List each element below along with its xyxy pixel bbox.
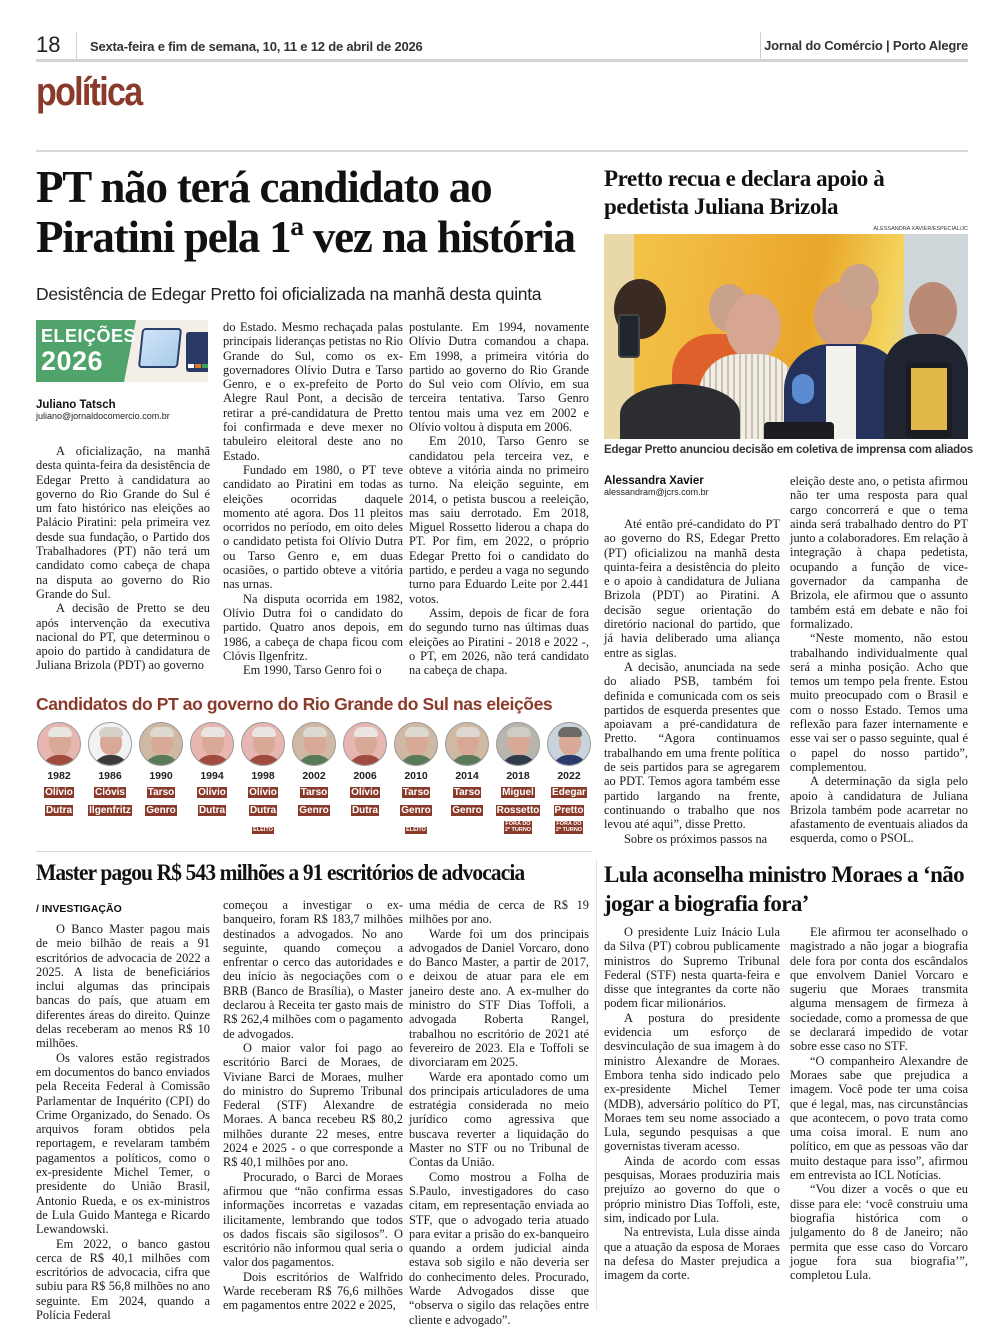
side-col-2 xyxy=(790,474,968,846)
paragraph: “Vou dizer a vocês o que eu disse para ele: ‘você construiu uma biografia histórica com o julgamento do 8 de Janeiro; não permita que esse caso do Vorcaro jogue fora sua biografia’”, completou Lula. xyxy=(790,1182,968,1283)
candidate-first-name: Edegar xyxy=(552,787,586,798)
side-col-1 xyxy=(604,517,780,846)
candidate-first-name: Olívio xyxy=(45,787,73,798)
masthead xyxy=(36,30,968,62)
candidate-entry xyxy=(340,722,390,818)
paragraph: O maior valor foi pago ao escritório Barci de Moraes, de Viviane Barci de Moraes, mulher do ministro do Supremo Tribunal Federal (STF) Alexandre de Moraes. A banca recebeu R$ 80,2 milhões durante 22 meses, entre 2024 e 2025 - o que corresponde a R$ 40,1 milhões por ano. xyxy=(223,1040,403,1170)
candidate-year: 2014 xyxy=(455,770,479,782)
lula-col-1 xyxy=(604,925,780,1282)
candidate-entry xyxy=(34,722,84,818)
column-divider xyxy=(596,860,597,1310)
paragraph: A decisão de Pretto se deu após intervenção da executiva nacional do PT, que determinou o apoio do partido à candidatura de Juliana Brizola (PDT) ao governo xyxy=(36,601,210,673)
ballot-machine-keypad-icon xyxy=(186,332,208,372)
badge-label: ELEIÇÕES xyxy=(41,326,137,346)
candidate-portrait xyxy=(241,722,285,766)
candidate-year: 2006 xyxy=(353,770,377,782)
masthead-divider xyxy=(760,32,761,60)
candidate-first-name: Tarso xyxy=(147,787,175,798)
master-col-3 xyxy=(409,898,589,1327)
section-divider xyxy=(36,150,968,152)
candidate-last-name: Rossetto xyxy=(496,805,540,816)
master-col-1 xyxy=(36,922,210,1322)
byline-name: Juliano Tatsch xyxy=(36,399,116,411)
publication-name: Jornal do Comércio | Porto Alegre xyxy=(764,38,968,53)
candidate-year: 2002 xyxy=(302,770,326,782)
paragraph: Assim, depois de ficar de fora do segundo turno nas últimas duas eleições ao Piratini - 2018 e 2022 -, o PT, em 2026, não terá candidato na cabeça de chapa. xyxy=(409,605,589,678)
paragraph: Ele afirmou ter aconselhado o magistrado a não jogar a biografia dele fora por conta dos escândalos que envolvem Daniel Vorcaro e sugeriu que Moraes transmita alguma mensagem de firmeza à sociedade, como a promessa de que se declarará impedido de votar sobre esse caso no STF. xyxy=(790,925,968,1054)
paragraph: do Estado. Mesmo rechaçada palas principais lideranças petistas no Rio Grande do Sul, como os ex-governadores Olívio Dutra e Tarso Genro, e o ex-prefeito de Porto Alegre Raul Pont, a decisão de retirar a pré-candidatura de Pretto foi confirmada e deve mexer no tabuleiro eleitoral deste ano no Estado. xyxy=(223,320,403,463)
paragraph: Em 2010, Tarso Genro se candidatou pela terceira vez, e obteve a vitória ainda no primeiro turno. Na eleição seguinte, em 2014, o petista buscou a reeleição, mas saiu derrotado. Em 2018, Miguel Rossetto liderou a chapa do PT. Por fim, em 2022, o próprio Edegar Pretto foi o candidato do partido, e perdeu a vaga no segundo turno para Eduardo Leite por 2.441 votos. xyxy=(409,434,589,606)
candidate-last-name: Genro xyxy=(401,805,431,816)
candidate-last-name: Ilgenfritz xyxy=(89,805,131,816)
paragraph: A determinação da sigla pelo apoio à candidatura de Juliana Brizola também pode acarretar no afastamento de eventuais aliados da esquerda, como o PSOL. xyxy=(790,774,968,846)
section-title: política xyxy=(36,70,142,114)
candidate-year: 1986 xyxy=(98,770,122,782)
candidate-year: 1990 xyxy=(149,770,173,782)
lula-headline: Lula aconselha ministro Moraes a ‘não jogar a biografia fora’ xyxy=(604,862,965,916)
paragraph: A oficialização, na manhã desta quinta-feira da desistência de Edegar Pretto à candidatura ao governo do Rio Grande do Sul é um fato histórico nas eleições ao Palácio Piratini: pela primeira vez desde sua fundação, o Partido dos Trabalhadores (PT) não terá um candidato como cabeça de chapa na disputa ao governo do Rio Grande do Sul. xyxy=(36,444,210,601)
paragraph: começou a investigar o ex-banqueiro, foram R$ 183,7 milhões destinados a advogados. No ano seguinte, quando começou a enfrentar o cerco das autoridades e deu início às negociações com o BRB (Banco de Brasília), o Master declarou à Receita ter gasto mais de R$ 262,4 milhões com o pagamento de advogados. xyxy=(223,898,403,1041)
candidate-entry xyxy=(391,722,441,836)
candidate-result-note: ELEITO xyxy=(253,827,273,833)
candidate-portrait xyxy=(496,722,540,766)
byline-email[interactable]: juliano@jornaldocomercio.com.br xyxy=(36,411,170,421)
candidate-year: 1982 xyxy=(47,770,71,782)
candidate-entry xyxy=(289,722,339,818)
paragraph: uma média de cerca de R$ 19 milhões por ano. xyxy=(409,898,589,927)
main-col-3 xyxy=(409,320,589,677)
paragraph: Em 2022, o banco gastou cerca de R$ 40,1 milhões com escritórios de advocacia, cifra que subiu para R$ 56,8 milhões no ano seguinte. Em 2024, quando a Polícia Federal xyxy=(36,1236,210,1323)
paragraph: Na entrevista, Lula disse ainda que a atuação da esposa de Moraes na defesa do Master prejudica a imagem da corte. xyxy=(604,1225,780,1283)
photo-credit: ALESSANDRA XAVIER/ESPECIAL/JC xyxy=(873,226,968,232)
candidate-last-name: Pretto xyxy=(554,805,584,816)
candidate-first-name: Olívio xyxy=(351,787,379,798)
infographic-title: Candidatos do PT ao governo do Rio Grande do Sul nas eleições xyxy=(36,694,553,714)
candidate-first-name: Tarso xyxy=(453,787,481,798)
badge-year: 2026 xyxy=(41,346,104,376)
candidate-result-note: FORA DO 2º TURNO xyxy=(504,820,532,833)
paragraph: Fundado em 1980, o PT teve candidato ao Piratini em todas as eleições ocorridas daquele momento até agora. Dos 11 pleitos ocorridos no período, em oito deles o candidato petista foi Olívio Dutra ou Tarso Genro e, em duas ocasiões, o partido obteve a vitória nas urnas. xyxy=(223,462,403,592)
paragraph: O Banco Master pagou mais de meio bilhão de reais a 91 escritórios de advocacia de 2022 a 2025. A lista de beneficiários inclui algumas das principais bancas do país, que atuam em diferentes áreas do direito. Quinze delas receberam ao menos R$ 10 milhões. xyxy=(36,922,210,1051)
paragraph: Sobre os próximos passos na xyxy=(624,831,768,846)
candidate-last-name: Dutra xyxy=(45,805,73,816)
candidate-last-name: Genro xyxy=(299,805,329,816)
paragraph: Até então pré-candidato do PT ao governo do RS, Edegar Pretto (PT) oficializou na manhã desta quinta-feira a desistência do pleito e o apoio à candidatura de Juliana Brizola (PDT) ao Piratini. A decisão segue orientação do diretório nacional do partido, que já havia deliberado uma aliança entre as siglas. xyxy=(604,517,780,660)
paragraph: Ainda de acordo com essas pesquisas, Moraes produziria mais prejuízo ao governo do que o próprio ministro Dias Toffoli, este, sim, indicado por Lula. xyxy=(604,1153,780,1225)
candidate-portrait xyxy=(37,722,81,766)
candidate-entry xyxy=(187,722,237,818)
paragraph: Na disputa ocorrida em 1982, Olívio Dutra foi o candidato do partido. Quatro anos depois, em 1986, a cabeça de chapa ficou com Clóvis Ilgenfritz. xyxy=(223,591,403,663)
paragraph: “O companheiro Alexandre de Moraes sabe que prejudica a imagem. Você pode ter uma coisa que é legal, mas, nas circunstâncias que acontecem, o povo trata como uma coisa imoral. E num ano político, em que as pessoas vão dar muito destaque para isso”, afirmou em entrevista ao ICL Notícias. xyxy=(790,1053,968,1183)
candidate-portrait xyxy=(190,722,234,766)
main-subheadline: Desistência de Edegar Pretto foi oficializada na manhã desta quinta xyxy=(36,284,542,304)
photo-caption: Edegar Pretto anunciou decisão em coletiva de imprensa com aliados xyxy=(604,444,973,456)
main-byline xyxy=(36,399,170,421)
candidate-portrait xyxy=(445,722,489,766)
candidate-last-name: Dutra xyxy=(351,805,379,816)
candidate-first-name: Olívio xyxy=(198,787,226,798)
candidate-result-note: FORA DO 2º TURNO xyxy=(555,820,583,833)
paragraph: Procurado, o Barci de Moraes afirmou que “não confirma essas informações incorretas e vazadas ilicitamente, lembrando que todos os dados fiscais são sigilosos”. O escritório não informou qual seria o valor dos pagamentos. xyxy=(223,1169,403,1270)
paragraph: O presidente Luiz Inácio Lula da Silva (PT) cobrou publicamente ministros do Supremo Tribunal Federal (STF) nesta quarta-feira e disse que integrantes da corte não podem ficar milionários. xyxy=(604,925,780,1011)
edition-date: Sexta-feira e fim de semana, 10, 11 e 12 de abril de 2026 xyxy=(90,39,423,54)
candidate-year: 1994 xyxy=(200,770,224,782)
candidate-entry xyxy=(544,722,594,836)
paragraph: “Neste momento, não estou trabalhando individualmente qual será a minha posição. Acho que temos um tempo pela frente. Estou muito preocupado com o Brasil e com o nosso Estado. Temos uma reflexão para fazer internamente e esse vai ser o passo seguinte, qual é o papel do nosso partido”, complementou. xyxy=(790,631,968,774)
press-conference-photo xyxy=(604,234,968,439)
candidate-portrait xyxy=(292,722,336,766)
side-byline xyxy=(604,475,709,497)
side-headline: Pretto recua e declara apoio à pedetista Juliana Brizola xyxy=(604,166,885,219)
candidate-result-note: ELEITO xyxy=(406,827,426,833)
candidate-year: 2022 xyxy=(557,770,581,782)
ballot-machine-screen-icon xyxy=(138,328,182,368)
candidate-last-name: Genro xyxy=(452,805,482,816)
candidate-year: 2018 xyxy=(506,770,530,782)
page-number: 18 xyxy=(36,32,61,57)
section-tag: / INVESTIGAÇÃO xyxy=(36,903,122,915)
elections-2026-badge xyxy=(36,320,208,382)
paragraph: eleição deste ano, o petista afirmou não ter uma resposta para qual cargo concorrerá e que o tema ainda será trabalhado dentro do PT junto a colaboradores. Em relação à integração à chapa pedetista, ocupando a função de vice-governador da campanha de Brizola, ele afirmou que o assunto também está em debate e não foi formalizado. xyxy=(790,474,968,631)
candidate-entry xyxy=(85,722,135,818)
byline-name: Alessandra Xavier xyxy=(604,475,704,487)
candidate-entry xyxy=(136,722,186,818)
candidate-last-name: Dutra xyxy=(198,805,226,816)
candidate-first-name: Miguel xyxy=(502,787,534,798)
candidate-last-name: Genro xyxy=(146,805,176,816)
lula-col-2 xyxy=(790,925,968,1282)
master-col-2 xyxy=(223,898,403,1313)
candidate-last-name: Dutra xyxy=(249,805,277,816)
candidate-entry xyxy=(493,722,543,836)
section-divider xyxy=(36,851,592,852)
paragraph: A decisão, anunciada na sede do aliado PSB, também foi definida e comunicada com os seis partidos de esquerda presentes que apoiavam a pré-candidatura de Pretto. “Agora continuamos trabalhando em uma frente política de seis partidos para se agregarem ao PDT. Temos agora também esse partido largando na frente, continuando o trabalho que nos levou até aqui”, disse Pretto. xyxy=(604,659,780,832)
master-headline: Master pagou R$ 543 milhões a 91 escritórios de advocacia xyxy=(36,860,525,885)
candidate-entry xyxy=(238,722,288,836)
paragraph: Em 1990, Tarso Genro foi o xyxy=(243,663,382,678)
candidate-portrait xyxy=(343,722,387,766)
paragraph: postulante. Em 1994, novamente Olívio Dutra comandou a chapa. Em 1998, a primeira vitória do partido ao governo do Rio Grande do Sul veio com Olívio, em sua terceira tentativa. Tarso Genro tentou mais uma vez em 2002 e Olívio voltou à disputa em 2006. xyxy=(409,320,589,435)
paragraph: Warde era apontado como um dos principais articuladores de uma estratégia considerada no meio jurídico como agressiva que buscava reverter a liquidação do Master no STF ou no Tribunal de Contas da União. xyxy=(409,1069,589,1170)
paragraph: Dois escritórios de Walfrido Warde receberam R$ 76,6 milhões em pagamentos entre 2022 e 2025, xyxy=(223,1269,403,1313)
candidate-first-name: Clóvis xyxy=(94,787,125,798)
candidate-entry xyxy=(442,722,492,818)
candidate-first-name: Tarso xyxy=(300,787,328,798)
paragraph: Como mostrou a Folha de S.Paulo, investigadores do caso citam, em representação enviada ao STF, que o advogado teria atuado para evitar a prisão do ex-banqueiro quando a ordem judicial ainda estava sob sigilo e não deveria ser do conhecimento deles. Procurado, Warde Advogados disse que “observa o sigilo das relações entre cliente e advogado”. xyxy=(409,1169,589,1327)
candidate-first-name: Olívio xyxy=(249,787,277,798)
paragraph: Warde foi um dos principais advogados de Daniel Vorcaro, dono do Banco Master, a partir de 2017, e deixou de atuar para ele em janeiro deste ano. A ex-mulher do ministro do STF Dias Toffoli, a advogada Roberta Rangel, trabalhou no escritório de 2021 até fevereiro de 2023. Ela e Toffoli se divorciaram em 2025. xyxy=(409,926,589,1070)
candidate-portrait xyxy=(547,722,591,766)
byline-email[interactable]: alessandram@jcrs.com.br xyxy=(604,487,709,497)
main-col-2 xyxy=(223,320,403,677)
candidate-year: 1998 xyxy=(251,770,275,782)
paragraph: A postura do presidente evidencia um esforço de desvinculação de sua imagem à do ministro Alexandre de Moraes. Embora tenha sido indicado pelo ex-presidente Michel Temer (MDB), adversário político do PT, Moraes tem seu nome associado a Lula, segundo pesquisas a que governistas tiveram acesso. xyxy=(604,1010,780,1154)
candidate-portrait xyxy=(139,722,183,766)
paragraph: Os valores estão registrados em documentos do banco enviados pela Receita Federal à Comissão Parlamentar de Inquérito (CPI) do Crime Organizado, do Senado. Os arquivos foram obtidos pela reportagem, e revelaram também pagamentos a políticos, como o ex-presidente Michel Temer, o presidente do União Brasil, Antonio Rueda, e os ex-ministros de Lula Guido Mantega e Ricardo Lewandowski. xyxy=(36,1050,210,1237)
main-col-1 xyxy=(36,444,210,673)
candidates-timeline xyxy=(34,722,592,837)
candidate-year: 2010 xyxy=(404,770,428,782)
candidate-portrait xyxy=(88,722,132,766)
candidate-first-name: Tarso xyxy=(402,787,430,798)
candidate-portrait xyxy=(394,722,438,766)
main-headline: PT não terá candidato ao Piratini pela 1ª vez na história xyxy=(36,162,575,262)
masthead-divider xyxy=(76,32,77,60)
